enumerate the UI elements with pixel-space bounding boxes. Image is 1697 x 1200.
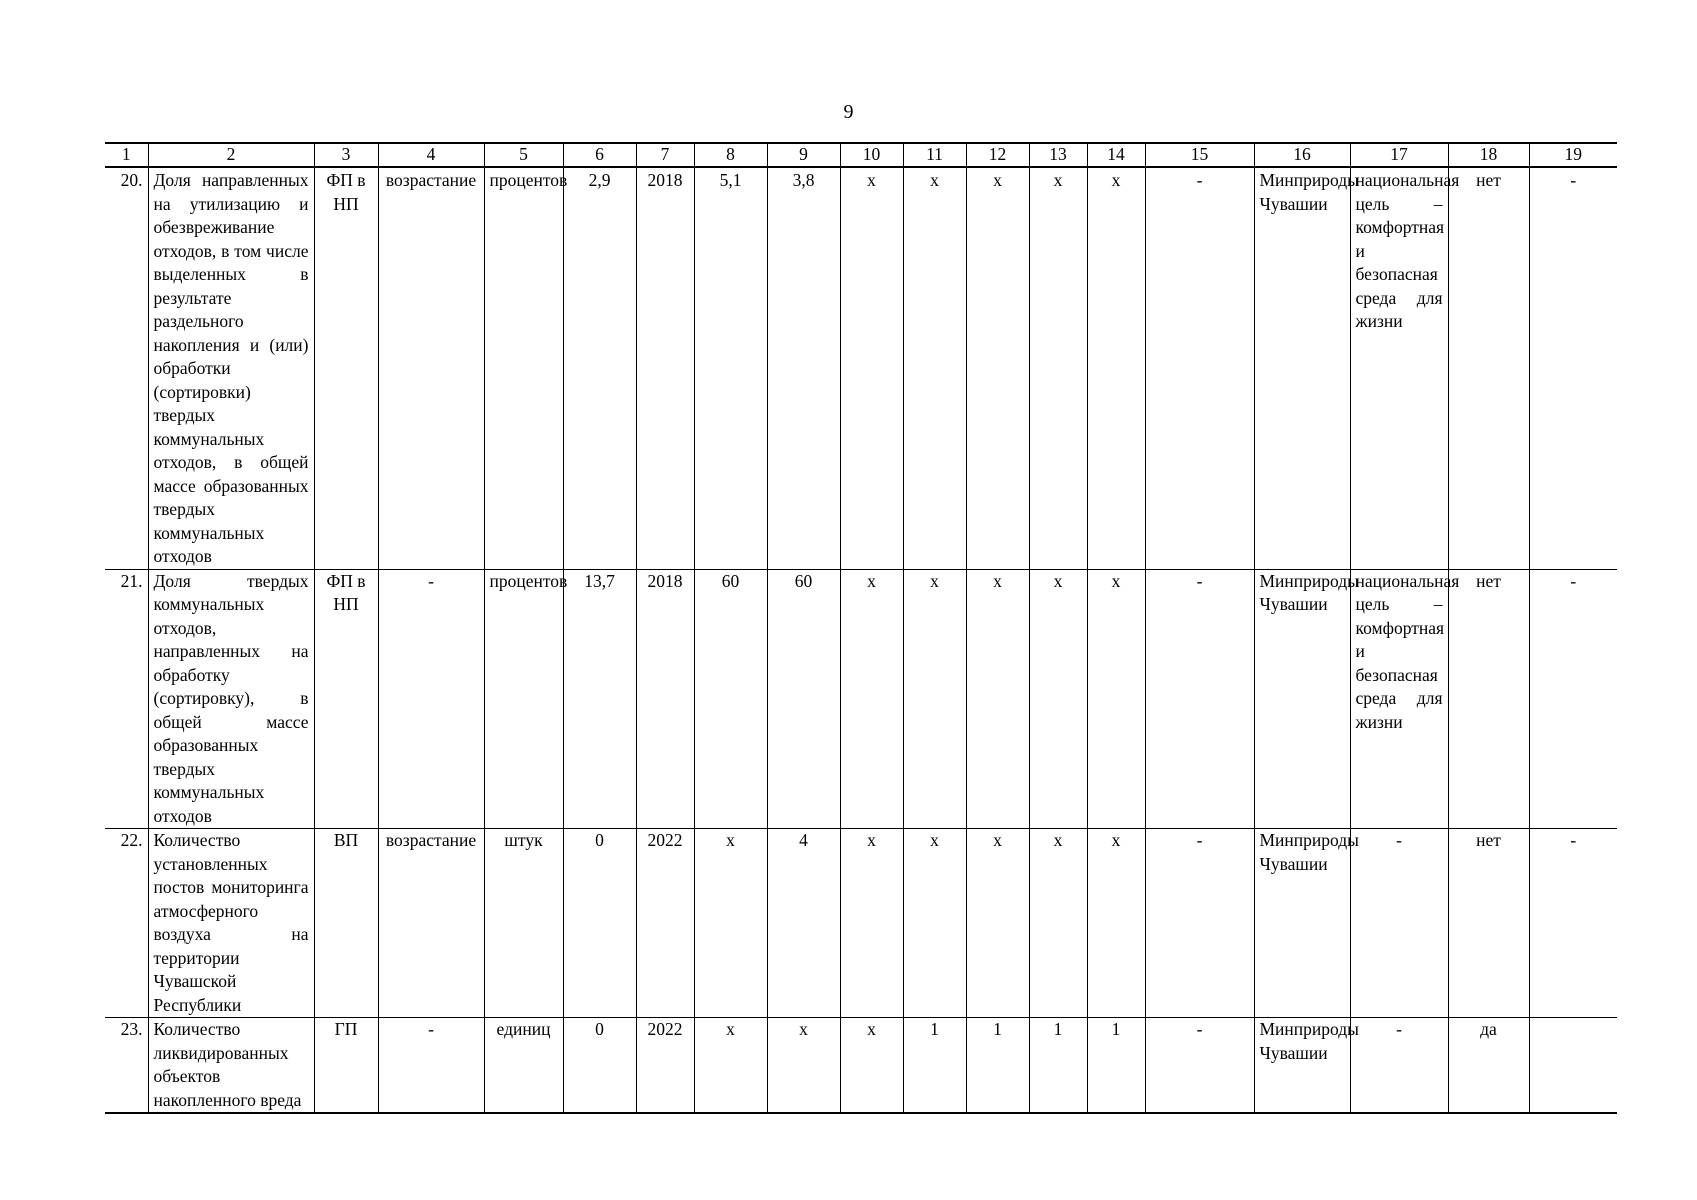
value-col-8: х xyxy=(694,1018,767,1114)
column-number: 15 xyxy=(1145,143,1254,167)
indicator-unit: единиц xyxy=(484,1018,563,1114)
column-number: 1 xyxy=(105,143,148,167)
responsible-body: Минприроды Чувашии xyxy=(1254,569,1350,829)
national-goal-link: национальная цель – комфортная и безопасная среда для жизни xyxy=(1350,569,1448,829)
value-col-14: х xyxy=(1087,167,1145,569)
base-year: 2022 xyxy=(636,1018,694,1114)
row-number: 23. xyxy=(105,1018,148,1114)
value-col-12: 1 xyxy=(966,1018,1029,1114)
indicator-trend: возрастание xyxy=(378,167,484,569)
value-col-13: х xyxy=(1029,829,1087,1018)
indicator-name: Доля направленных на утилизацию и обезвреживание отходов, в том числе выделенных в результате раздельного накопления и (или) обработки (сортировки) твердых коммунальных отходов, в общей массе образованных твердых коммунальных отходов xyxy=(148,167,314,569)
base-value: 13,7 xyxy=(563,569,636,829)
value-col-10: х xyxy=(840,569,903,829)
column-number: 11 xyxy=(903,143,966,167)
column-number: 13 xyxy=(1029,143,1087,167)
responsible-body: Минприроды Чувашии xyxy=(1254,1018,1350,1114)
value-col-19: - xyxy=(1529,167,1617,569)
indicator-name: Количество установленных постов мониторинга атмосферного воздуха на территории Чувашской Республики xyxy=(148,829,314,1018)
table-row xyxy=(105,829,1617,1018)
responsible-body: Минприроды Чувашии xyxy=(1254,829,1350,1018)
value-col-9: 3,8 xyxy=(767,167,840,569)
indicator-type: ГП xyxy=(314,1018,378,1114)
value-col-10: х xyxy=(840,1018,903,1114)
value-col-15: - xyxy=(1145,569,1254,829)
table-row xyxy=(105,167,1617,569)
indicator-trend: возрастание xyxy=(378,829,484,1018)
column-number: 6 xyxy=(563,143,636,167)
row-number: 21. xyxy=(105,569,148,829)
row-number: 20. xyxy=(105,167,148,569)
value-col-12: х xyxy=(966,569,1029,829)
column-number: 10 xyxy=(840,143,903,167)
value-col-8: х xyxy=(694,829,767,1018)
value-col-12: х xyxy=(966,829,1029,1018)
value-col-14: х xyxy=(1087,829,1145,1018)
value-col-13: х xyxy=(1029,167,1087,569)
column-number: 2 xyxy=(148,143,314,167)
base-value: 2,9 xyxy=(563,167,636,569)
value-col-14: х xyxy=(1087,569,1145,829)
value-col-15: - xyxy=(1145,167,1254,569)
value-col-11: х xyxy=(903,829,966,1018)
national-goal-link: национальная цель – комфортная и безопасная среда для жизни xyxy=(1350,167,1448,569)
value-col-15: - xyxy=(1145,1018,1254,1114)
value-col-18: нет xyxy=(1448,569,1529,829)
value-col-9: х xyxy=(767,1018,840,1114)
value-col-8: 5,1 xyxy=(694,167,767,569)
value-col-19: - xyxy=(1529,569,1617,829)
national-goal-link: - xyxy=(1350,1018,1448,1114)
value-col-9: 60 xyxy=(767,569,840,829)
value-col-14: 1 xyxy=(1087,1018,1145,1114)
indicator-unit: процентов xyxy=(484,569,563,829)
indicator-trend: - xyxy=(378,569,484,829)
base-year: 2018 xyxy=(636,569,694,829)
page-number: 9 xyxy=(843,101,854,123)
value-col-8: 60 xyxy=(694,569,767,829)
base-year: 2022 xyxy=(636,829,694,1018)
base-year: 2018 xyxy=(636,167,694,569)
responsible-body: Минприроды Чувашии xyxy=(1254,167,1350,569)
value-col-13: 1 xyxy=(1029,1018,1087,1114)
column-number: 9 xyxy=(767,143,840,167)
table-row xyxy=(105,569,1617,829)
indicator-type: ВП xyxy=(314,829,378,1018)
column-number: 14 xyxy=(1087,143,1145,167)
column-number: 17 xyxy=(1350,143,1448,167)
value-col-18: нет xyxy=(1448,829,1529,1018)
column-number: 19 xyxy=(1529,143,1617,167)
value-col-11: х xyxy=(903,167,966,569)
value-col-12: х xyxy=(966,167,1029,569)
indicator-type: ФП в НП xyxy=(314,569,378,829)
value-col-13: х xyxy=(1029,569,1087,829)
indicator-type: ФП в НП xyxy=(314,167,378,569)
indicator-name: Количество ликвидированных объектов накопленного вреда xyxy=(148,1018,314,1114)
column-number-row xyxy=(105,143,1617,167)
value-col-10: х xyxy=(840,829,903,1018)
column-number: 8 xyxy=(694,143,767,167)
table-row xyxy=(105,1018,1617,1114)
column-number: 18 xyxy=(1448,143,1529,167)
value-col-10: х xyxy=(840,167,903,569)
value-col-9: 4 xyxy=(767,829,840,1018)
indicator-unit: штук xyxy=(484,829,563,1018)
column-number: 4 xyxy=(378,143,484,167)
indicators-table xyxy=(105,142,1617,1114)
row-number: 22. xyxy=(105,829,148,1018)
column-number: 7 xyxy=(636,143,694,167)
base-value: 0 xyxy=(563,829,636,1018)
value-col-19: - xyxy=(1529,829,1617,1018)
column-number: 3 xyxy=(314,143,378,167)
value-col-19 xyxy=(1529,1018,1617,1114)
value-col-11: 1 xyxy=(903,1018,966,1114)
base-value: 0 xyxy=(563,1018,636,1114)
column-number: 16 xyxy=(1254,143,1350,167)
value-col-18: нет xyxy=(1448,167,1529,569)
indicator-trend: - xyxy=(378,1018,484,1114)
column-number: 12 xyxy=(966,143,1029,167)
national-goal-link: - xyxy=(1350,829,1448,1018)
value-col-18: да xyxy=(1448,1018,1529,1114)
value-col-15: - xyxy=(1145,829,1254,1018)
indicator-name: Доля твердых коммунальных отходов, направленных на обработку (сортировку), в общей массе образованных твердых коммунальных отходов xyxy=(148,569,314,829)
indicator-unit: процентов xyxy=(484,167,563,569)
value-col-11: х xyxy=(903,569,966,829)
column-number: 5 xyxy=(484,143,563,167)
